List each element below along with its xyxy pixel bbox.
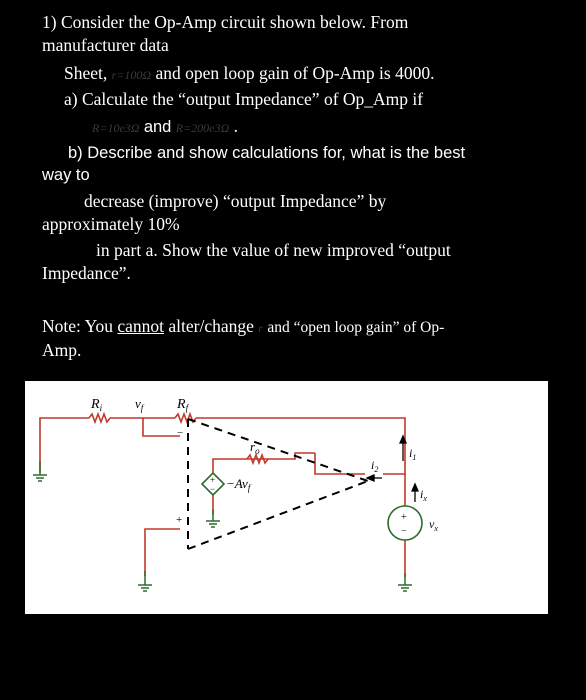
part-b-line-2: way to	[42, 166, 90, 184]
note-alter: alter/change	[168, 316, 254, 336]
part-b-line-3: decrease (improve) “output Impedance” by	[84, 191, 387, 211]
faint-ri-symbol: R	[92, 121, 100, 135]
period: .	[233, 116, 238, 136]
opamp-circuit-diagram	[25, 381, 548, 614]
label-av: $-Av_f$	[226, 476, 251, 493]
faint-ri-value: =10e3Ω	[99, 121, 140, 135]
opamp-plus-sign: +	[176, 514, 183, 526]
opamp-top-edge	[188, 419, 368, 481]
faint-ro-value: =100Ω	[116, 68, 152, 82]
vx-minus-sign: −	[401, 526, 407, 537]
question-line-3	[64, 63, 434, 85]
label-ix: $i_x$	[420, 487, 427, 503]
label-vx: $v_x$	[429, 517, 438, 533]
ro-wire	[213, 453, 315, 473]
noninv-input-wire	[145, 529, 180, 576]
dep-minus-sign: −	[210, 484, 216, 494]
label-ro: $r_o$	[250, 439, 260, 456]
label-vf: $v_f$	[135, 396, 144, 413]
input-wire-left	[40, 418, 89, 473]
opamp-minus-sign: −	[177, 427, 184, 439]
note-label: Note: You	[42, 316, 113, 336]
dep-plus-sign: +	[210, 475, 216, 485]
label-ri: $R_i$	[91, 397, 103, 413]
faint-rf-symbol: R	[175, 121, 184, 135]
question-line-5	[92, 116, 238, 138]
faint-ro-symbol: r	[111, 68, 117, 82]
vf-node-down	[143, 418, 180, 436]
ri-resistor	[89, 414, 110, 422]
part-a-line: a) Calculate the “output Impedance” of Op_Amp if	[64, 89, 424, 109]
label-i1: $i_1$	[409, 446, 417, 462]
part-b-line-4: approximately 10%	[42, 214, 180, 234]
open-loop-gain-text: and open loop gain of Op-Amp is 4000.	[155, 63, 435, 83]
and-text: and	[143, 118, 172, 136]
note-line-2: Amp.	[42, 340, 82, 360]
label-rf: $R_f$	[177, 397, 189, 413]
rf-right-wire	[196, 418, 405, 438]
faint-ro-note: r	[258, 321, 263, 335]
label-i2: $i_2$	[371, 458, 379, 474]
vx-plus-sign: +	[401, 512, 407, 523]
faint-rf-value: =200e3Ω	[183, 121, 230, 135]
question-line-1: 1) Consider the Op-Amp circuit shown below. From	[42, 12, 409, 32]
question-line-2: manufacturer data	[42, 35, 169, 55]
note-cannot: cannot	[117, 316, 165, 336]
part-b-line: b) Describe and show calculations for, what is the best	[68, 144, 466, 162]
note-open-loop: and “open loop gain” of Op-	[267, 319, 445, 336]
sheet-text: Sheet,	[64, 63, 108, 83]
part-b-line-5: in part a. Show the value of new improved “output	[96, 240, 451, 260]
part-b-line-6: Impedance”.	[42, 263, 131, 283]
note-line	[42, 316, 444, 338]
